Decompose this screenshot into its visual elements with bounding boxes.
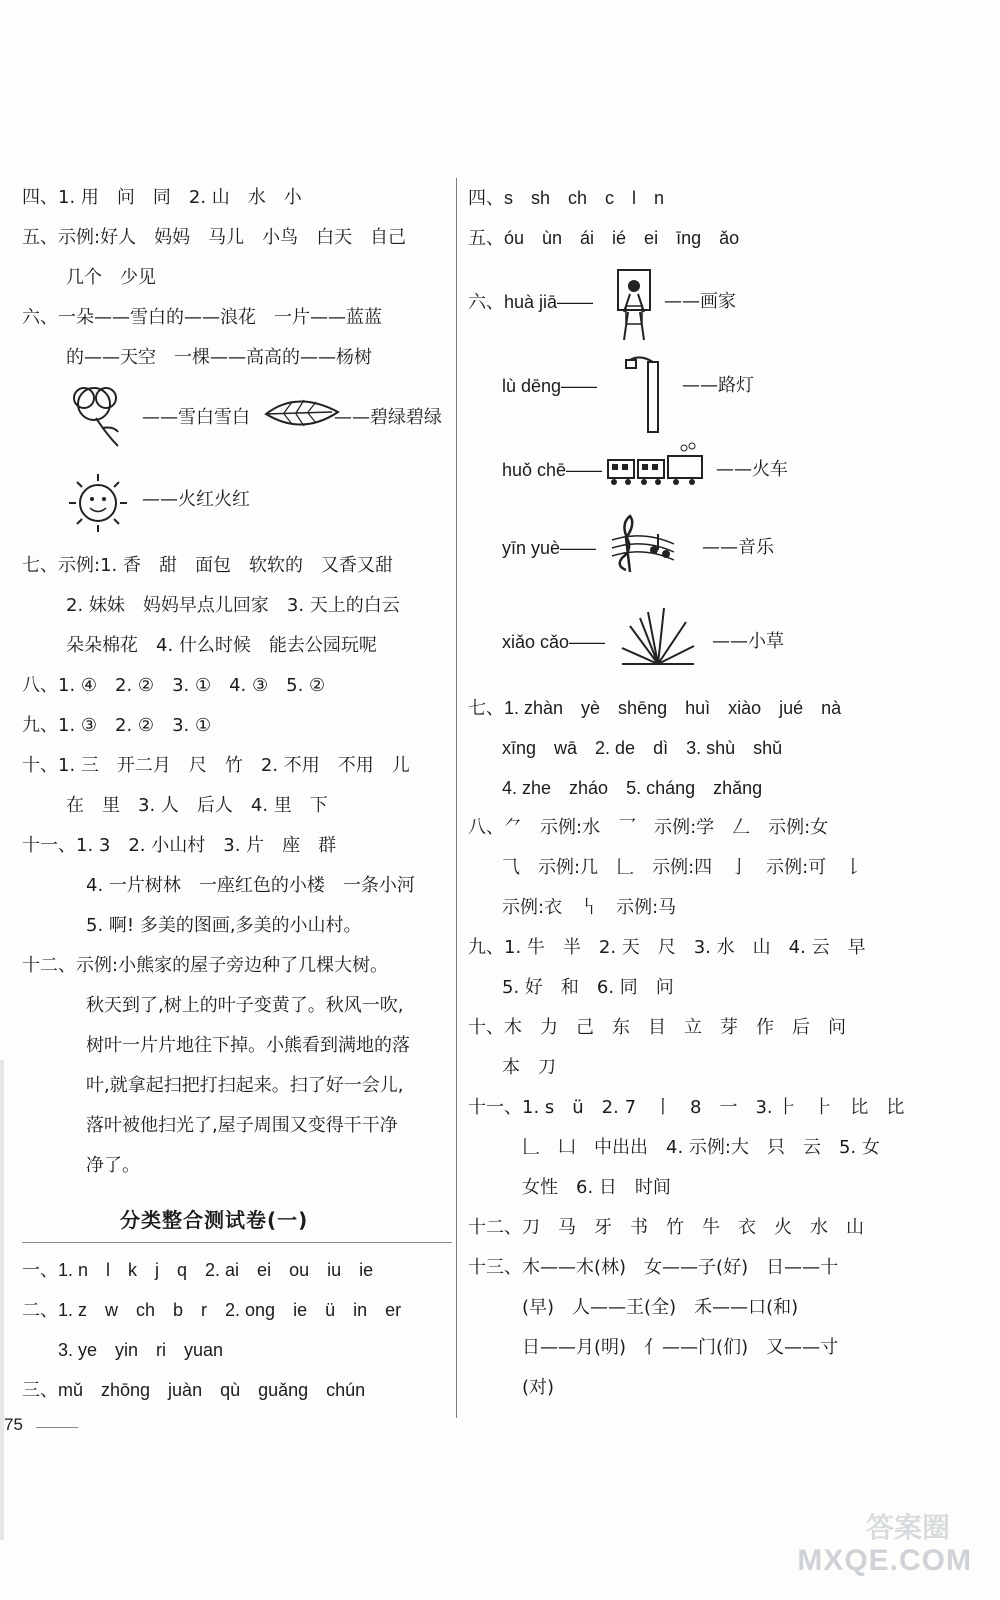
test-answer-13-cont-3: (对)	[522, 1377, 555, 1398]
test-answer-11: 十一、1. s ü 2. 7 丨 8 一 3. ⺊ ⺊ 比 比	[468, 1097, 905, 1118]
test-answer-13-cont-2: 日——月(明) 亻——门(们) 又——寸	[522, 1337, 839, 1358]
page-number-rule	[36, 1427, 78, 1428]
test-answer-10-cont: 本 刀	[502, 1057, 556, 1078]
answer-4: 四、1. 用 问 同 2. 山 水 小	[22, 187, 302, 208]
cotton-answer: ——雪白雪白	[142, 407, 250, 428]
binding-edge	[0, 1060, 4, 1540]
test-answer-11-cont-2: 女性 6. 日 时间	[522, 1177, 671, 1198]
answer-12-cont-3: 叶,就拿起扫把打扫起来。扫了好一会儿,	[86, 1075, 404, 1096]
test-answer-2-cont: 3. ye yin ri yuan	[58, 1340, 224, 1360]
answer-11-cont-2: 5. 啊! 多美的图画,多美的小山村。	[86, 915, 362, 936]
test-answer-8-cont-2: 示例:衣 𠃑 示例:马	[502, 897, 677, 918]
test-answer-5: 五、óu ùn ái ié ei īng ǎo	[468, 228, 740, 248]
answer-12-cont-4: 落叶被他扫光了,屋子周围又变得干干净	[86, 1115, 398, 1136]
watermark-site: MXQE.COM	[797, 1544, 972, 1577]
answer-7-cont-1: 2. 妹妹 妈妈早点儿回家 3. 天上的白云	[66, 595, 400, 616]
music-hanzi: ——音乐	[702, 537, 774, 558]
answer-7: 七、示例:1. 香 甜 面包 软软的 又香又甜	[22, 555, 393, 576]
answer-7-cont-2: 朵朵棉花 4. 什么时候 能去公园玩呢	[66, 635, 377, 656]
test-answer-7: 七、1. zhàn yè shēng huì xiào jué nà	[468, 698, 842, 718]
watermark-label: 答案圈	[865, 1511, 950, 1544]
streetlamp-illustration	[618, 352, 668, 434]
answer-5-cont: 几个 少见	[66, 267, 156, 288]
test-answer-8-cont-1: ⺄ 示例:几 𠃊 示例:四 亅 示例:可 𠄌	[502, 857, 863, 878]
music-pinyin: yīn yuè——	[502, 538, 597, 558]
painter-hanzi: ——画家	[664, 291, 736, 312]
test-answer-7-cont-1: xīng wā 2. de dì 3. shù shǔ	[502, 738, 783, 758]
answer-6: 六、一朵——雪白的——浪花 一片——蓝蓝	[22, 307, 382, 328]
grass-hanzi: ——小草	[712, 631, 784, 652]
test-answer-10: 十、木 力 己 东 目 立 芽 作 后 问	[468, 1017, 846, 1038]
test-answer-11-cont-1: 𠃊 凵 中出出 4. 示例:大 只 云 5. 女	[522, 1137, 880, 1158]
grass-illustration	[618, 606, 698, 668]
answer-11: 十一、1. 3 2. 小山村 3. 片 座 群	[22, 835, 337, 856]
answer-9: 九、1. ③ 2. ② 3. ①	[22, 715, 212, 736]
painter-pinyin: 六、huà jiā——	[468, 292, 594, 312]
answer-12: 十二、示例:小熊家的屋子旁边种了几棵大树。	[22, 955, 389, 976]
section-title: 分类整合测试卷(一)	[120, 1208, 309, 1232]
answer-12-cont-1: 秋天到了,树上的叶子变黄了。秋风一吹,	[86, 995, 404, 1016]
leaf-answer: ——碧绿碧绿	[334, 407, 442, 428]
section-rule	[22, 1242, 452, 1243]
answer-10: 十、1. 三 开二月 尺 竹 2. 不用 不用 儿	[22, 755, 410, 776]
lamp-hanzi: ——路灯	[682, 375, 754, 396]
answer-8: 八、1. ④ 2. ② 3. ① 4. ③ 5. ②	[22, 675, 326, 696]
sun-illustration	[58, 468, 142, 538]
lamp-pinyin: lù dēng——	[502, 376, 598, 396]
test-answer-12: 十二、刀 马 牙 书 竹 牛 衣 火 水 山	[468, 1217, 864, 1238]
answer-11-cont-1: 4. 一片树林 一座红色的小楼 一条小河	[86, 875, 415, 896]
test-answer-3: 三、mǔ zhōng juàn qù guǎng chún	[22, 1380, 366, 1400]
answer-10-cont: 在 里 3. 人 后人 4. 里 下	[66, 795, 328, 816]
leaf-illustration	[262, 390, 342, 436]
test-answer-13: 十三、木——木(林) 女——子(好) 日——十	[468, 1257, 839, 1278]
painter-illustration	[610, 266, 660, 342]
cotton-illustration	[62, 380, 152, 450]
answer-12-cont-5: 净了。	[86, 1155, 140, 1176]
page-number: 75	[4, 1415, 23, 1434]
answer-12-cont-2: 树叶一片片地往下掉。小熊看到满地的落	[86, 1035, 410, 1056]
music-illustration	[608, 510, 678, 580]
sun-answer: ——火红火红	[142, 489, 250, 510]
test-answer-13-cont-1: (早) 人——王(全) 禾——口(和)	[522, 1297, 799, 1318]
answer-6-cont: 的——天空 一棵——高高的——杨树	[66, 347, 372, 368]
train-pinyin: huǒ chē——	[502, 460, 603, 480]
grass-pinyin: xiǎo cǎo——	[502, 632, 606, 652]
test-answer-7-cont-2: 4. zhe zháo 5. cháng zhǎng	[502, 778, 763, 798]
column-divider	[456, 178, 457, 1418]
test-answer-2: 二、1. z w ch b r 2. ong ie ü in er	[22, 1300, 402, 1320]
test-answer-9: 九、1. 牛 半 2. 天 尺 3. 水 山 4. 云 早	[468, 937, 866, 958]
test-answer-4: 四、s sh ch c l n	[468, 188, 665, 208]
test-answer-1: 一、1. n l k j q 2. ai ei ou iu ie	[22, 1260, 374, 1280]
test-answer-9-cont: 5. 好 和 6. 同 问	[502, 977, 674, 998]
answer-5: 五、示例:好人 妈妈 马儿 小鸟 白天 自己	[22, 227, 407, 248]
train-hanzi: ——火车	[716, 459, 788, 480]
test-answer-8: 八、⺈ 示例:水 乛 示例:学 𠃋 示例:女	[468, 817, 829, 838]
train-illustration	[604, 442, 714, 490]
